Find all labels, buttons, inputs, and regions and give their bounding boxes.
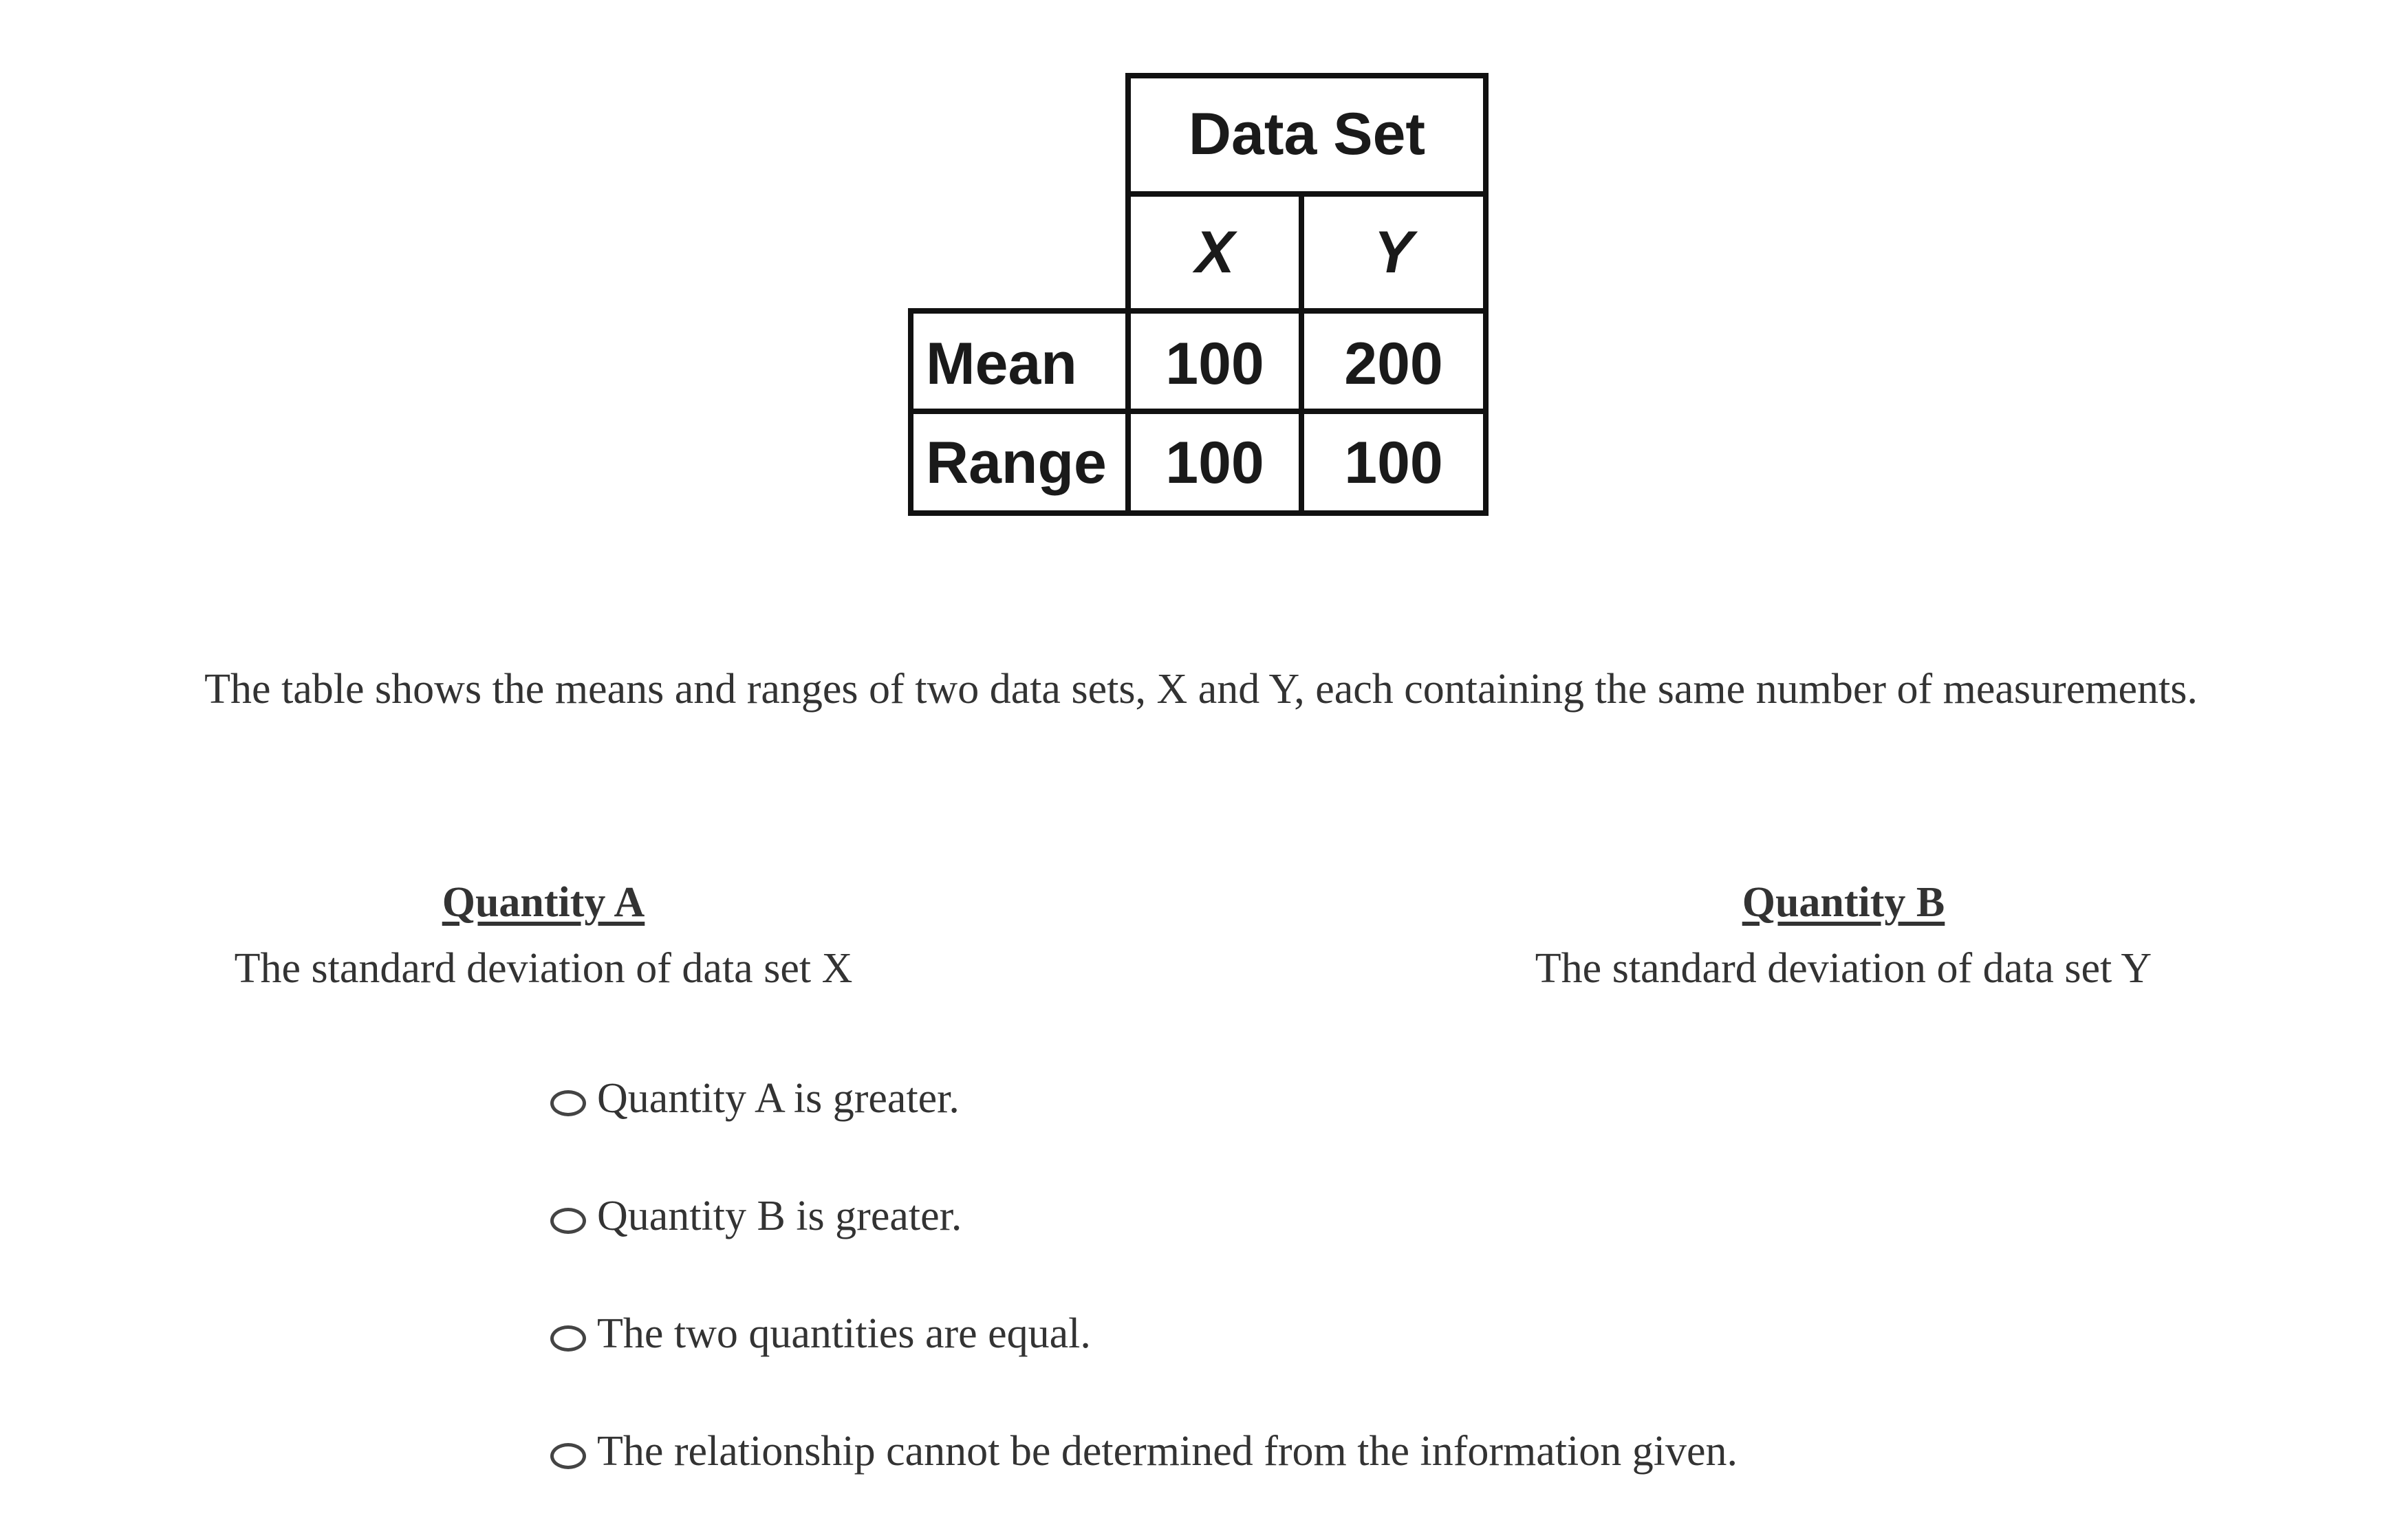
choice-d[interactable]: [550, 1422, 2270, 1480]
question-prompt: The table shows the means and ranges of two data sets, X and Y, each containing the same number of measurements.: [204, 666, 2198, 713]
quantity-b-heading: Quantity B: [1742, 879, 1945, 926]
quantity-a: [179, 874, 908, 997]
table-header-text: Data Set: [1188, 101, 1426, 167]
radio-button-d[interactable]: [550, 1443, 586, 1469]
table-row-mean-y: 200: [1344, 331, 1443, 397]
choice-c[interactable]: [550, 1305, 2270, 1363]
quantity-b: [1479, 874, 2208, 997]
table-row-mean-x: 100: [1165, 331, 1264, 397]
table-row-mean-label: Mean: [926, 331, 1077, 397]
radio-button-a[interactable]: [550, 1090, 586, 1116]
quantity-a-description: The standard deviation of data set X: [234, 945, 853, 992]
quantity-a-heading: Quantity A: [442, 879, 645, 926]
choice-b-label[interactable]: Quantity B is greater.: [597, 1193, 962, 1239]
answer-choices: [550, 1070, 2270, 1540]
table-col-y-text: Y: [1374, 219, 1414, 285]
choice-a[interactable]: [550, 1070, 2270, 1127]
table-row-range-x: 100: [1165, 430, 1264, 496]
radio-button-c[interactable]: [550, 1325, 586, 1352]
choice-c-label[interactable]: The two quantities are equal.: [597, 1310, 1091, 1357]
data-table-figure: [908, 73, 1498, 520]
choice-a-label[interactable]: Quantity A is greater.: [597, 1075, 960, 1122]
table-row-range-label: Range: [926, 430, 1107, 496]
table-col-x-text: X: [1195, 219, 1235, 285]
quantity-b-description: The standard deviation of data set Y: [1535, 945, 2152, 992]
data-table: [908, 73, 1498, 520]
radio-button-b[interactable]: [550, 1208, 586, 1234]
table-row-range-y: 100: [1344, 430, 1443, 496]
choice-b[interactable]: [550, 1187, 2270, 1245]
choice-d-label[interactable]: The relationship cannot be determined from the information given.: [597, 1428, 1738, 1475]
